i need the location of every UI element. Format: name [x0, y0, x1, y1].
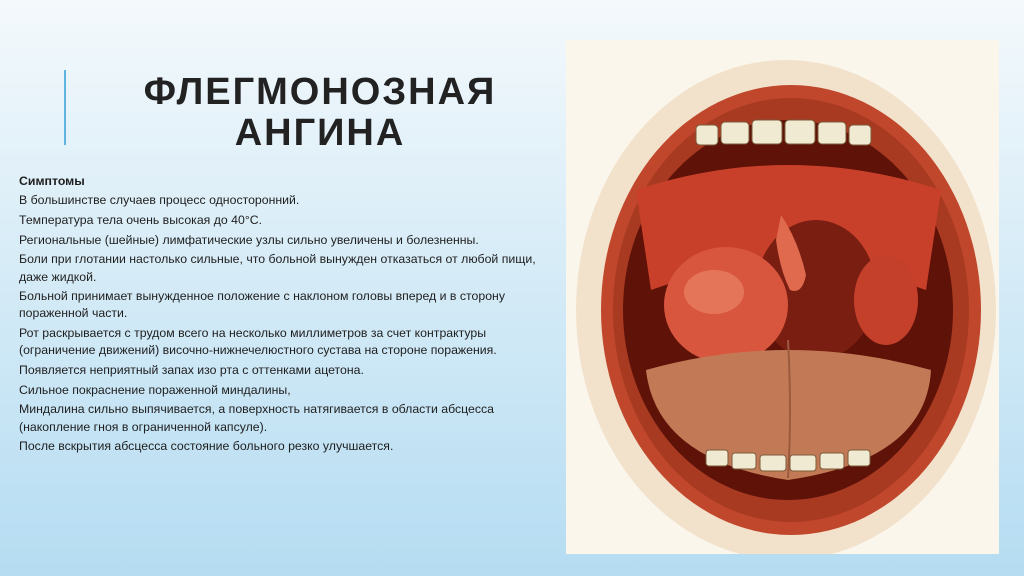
title-accent-bar	[64, 70, 66, 145]
mouth-illustration	[566, 40, 999, 554]
symptoms-text	[19, 173, 549, 458]
symptom-item: Боли при глотании настолько сильные, что больной вынужден отказаться от любой пищи, даже жидкой.	[19, 252, 536, 284]
title-line-1: ФЛЕГМОНОЗНАЯ	[143, 71, 497, 113]
slide-title	[100, 72, 540, 154]
symptom-item: Рот раскрывается с трудом всего на несколько миллиметров за счет контрактуры (ограничение движений) височно-нижнечелюстного сустава на стороне поражения.	[19, 326, 497, 358]
symptom-item: В большинстве случаев процесс односторонний.	[19, 193, 300, 208]
symptom-item: Появляется неприятный запах изо рта с оттенками ацетона.	[19, 363, 364, 378]
symptom-item: Температура тела очень высокая до 40°С.	[19, 212, 263, 227]
symptoms-heading: Симптомы	[19, 174, 85, 188]
symptom-item: Региональные (шейные) лимфатические узлы сильно увеличены и болезненны.	[19, 232, 479, 247]
symptom-item: Сильное покраснение пораженной миндалины,	[19, 382, 291, 397]
right-tonsil	[854, 255, 918, 345]
symptom-item: После вскрытия абсцесса состояние больного резко улучшается.	[19, 439, 394, 454]
symptom-item: Больной принимает вынужденное положение с наклоном головы вперед и в сторону пораженной части.	[19, 289, 505, 321]
title-line-2: АНГИНА	[234, 112, 406, 154]
symptom-item: Миндалина сильно выпячивается, а поверхность натягивается в области абсцесса (накопление гноя в ограниченной капсуле).	[19, 402, 495, 434]
open-mouth-tonsil-illustration	[566, 40, 999, 554]
